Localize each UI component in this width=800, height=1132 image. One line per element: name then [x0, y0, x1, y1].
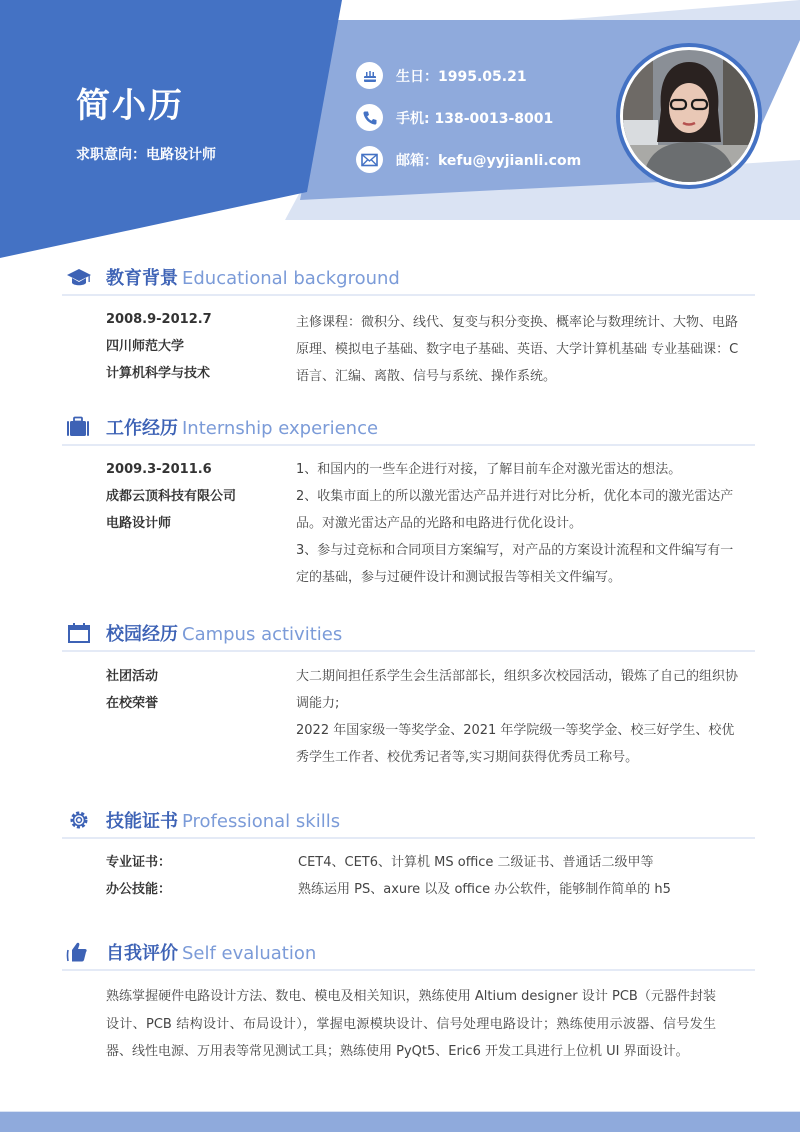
birthday-text: 生日：1995.05.21 — [396, 68, 527, 85]
internship-company: 成都云顶科技有限公司 — [106, 489, 237, 504]
contact-phone — [356, 104, 553, 131]
duty-item: 3、参与过竞标和合同项目方案编写，对产品的方案设计流程和文件编写有一定的基础，参与过硬件设计和测试报告等相关文件编写。 — [296, 543, 734, 585]
duty-item: 1、和国内的一些车企进行对接，了解目前车企对激光雷达的想法。 — [296, 462, 682, 477]
email-text: 邮箱：kefu@yyjianli.com — [396, 152, 582, 169]
briefcase-icon — [66, 416, 92, 438]
duty-item: 2、收集市面上的所以激光雷达产品并进行对比分析，优化本司的激光雷达产品。对激光雷达产品的光路和电路进行优化设计。 — [296, 489, 734, 531]
skill-value: CET4、CET6、计算机 MS office 二级证书、普通话二级甲等 — [298, 855, 654, 870]
skills-labels — [106, 849, 171, 903]
campus-meta — [106, 663, 158, 717]
contact-birthday — [356, 62, 527, 89]
phone-text: 手机: 138-0013-8001 — [396, 110, 554, 127]
section-title-cn: 技能证书 — [106, 811, 178, 832]
education-major: 计算机科学与技术 — [106, 366, 211, 381]
campus-activity-text: 大二期间担任系学生会生活部部长，组织多次校园活动，锻炼了自己的组织协调能力; — [296, 669, 739, 711]
section-header-internship — [62, 412, 755, 446]
graduation-cap-icon — [66, 266, 92, 288]
contact-email — [356, 146, 581, 173]
skill-label: 办公技能： — [106, 882, 172, 897]
mail-icon — [356, 146, 383, 173]
section-header-skills — [62, 805, 755, 839]
section-title-en: Professional skills — [182, 811, 341, 832]
job-intent: 求职意向：电路设计师 — [76, 147, 216, 163]
skill-label: 专业证书： — [106, 855, 172, 870]
campus-label: 在校荣誉 — [106, 696, 159, 711]
skills-values — [298, 849, 748, 903]
education-school: 四川师范大学 — [106, 339, 185, 354]
gear-icon — [66, 809, 92, 831]
internship-position: 电路设计师 — [106, 516, 172, 531]
internship-period: 2009.3-2011.6 — [106, 462, 212, 477]
skill-value: 熟练运用 PS、axure 以及 office 办公软件，能够制作简单的 h5 — [298, 882, 671, 897]
campus-label: 社团活动 — [106, 669, 159, 684]
section-title-cn: 自我评价 — [106, 943, 178, 964]
self-evaluation-text: 熟练掌握硬件电路设计方法、数电、模电及相关知识，熟练使用 Altium designer 设计 PCB（元器件封装设计、PCB 结构设计、布局设计），掌握电源模块设计、信号处理电路设计；熟练使用示波器、信号发生器、线性电源、万用表等常见测试工具；熟练使用 PyQt5、Eric6 开发工具进行上位机 UI 界面设计。 — [106, 989, 716, 1059]
footer-bar — [0, 1111, 800, 1132]
section-title-en: Educational background — [182, 268, 400, 289]
internship-meta — [106, 456, 236, 537]
internship-duties — [296, 456, 746, 591]
section-title-cn: 教育背景 — [106, 268, 178, 289]
calendar-icon — [66, 622, 92, 644]
section-header-campus — [62, 618, 755, 652]
section-title-en: Campus activities — [182, 624, 343, 645]
thumbs-up-icon — [66, 941, 92, 963]
avatar — [616, 43, 762, 189]
section-title-cn: 工作经历 — [106, 418, 178, 439]
education-period: 2008.9-2012.7 — [106, 312, 212, 327]
avatar-photo — [623, 50, 755, 182]
campus-details — [296, 663, 746, 771]
section-header-education — [62, 262, 755, 296]
candidate-name: 简小历 — [76, 86, 184, 126]
education-meta — [106, 306, 212, 387]
campus-honors-text: 2022 年国家级一等奖学金、2021 年学院级一等奖学金、校三好学生、校优秀学生工作者、校优秀记者等,实习期间获得优秀员工称号。 — [296, 723, 735, 765]
cake-icon — [356, 62, 383, 89]
section-header-self-eval — [62, 937, 755, 971]
education-courses: 主修课程：微积分、线代、复变与积分变换、概率论与数理统计、大物、电路原理、模拟电子基础、数字电子基础、英语、大学计算机基础 专业基础课：C 语言、汇编、离散、信号与系统、操作系统。 — [296, 315, 739, 384]
section-title-en: Internship experience — [182, 418, 379, 439]
phone-icon — [356, 104, 383, 131]
section-title-cn: 校园经历 — [106, 624, 178, 645]
section-title-en: Self evaluation — [182, 943, 317, 964]
